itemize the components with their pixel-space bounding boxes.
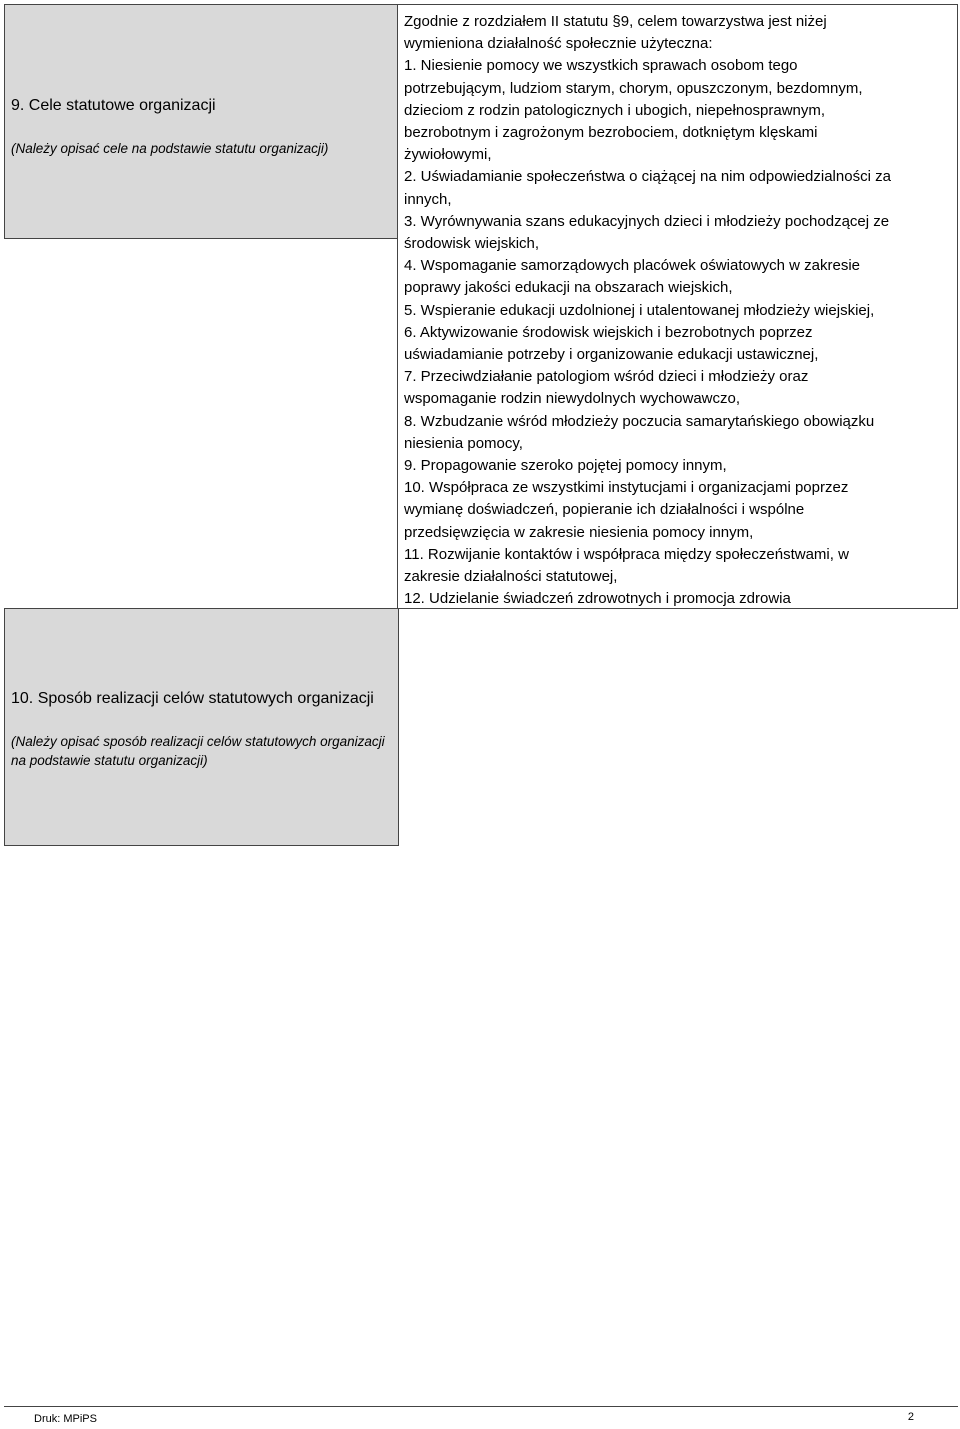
- content-line: innych,: [404, 190, 452, 208]
- section-10-title: 10. Sposób realizacji celów statutowych organizacji: [11, 690, 374, 707]
- content-line: Zgodnie z rozdziałem II statutu §9, celem towarzystwa jest niżej: [404, 13, 827, 30]
- content-line: potrzebującym, ludziom starym, chorym, opuszczonym, bezdomnym,: [404, 79, 863, 97]
- section-9-label-cell: [4, 4, 399, 239]
- content-line: zakresie działalności statutowej,: [404, 568, 618, 586]
- page-number: 2: [907, 1411, 914, 1423]
- content-line: bezrobotnym i zagrożonym bezrobociem, dotkniętym klęskami: [404, 124, 818, 142]
- content-line: 3. Wyrównywania szans edukacyjnych dzieci i młodzieży pochodzącej ze: [404, 212, 890, 230]
- content-line: poprawy jakości edukacji na obszarach wiejskich,: [404, 279, 733, 297]
- content-line: 4. Wspomaganie samorządowych placówek oświatowych w zakresie: [404, 257, 861, 275]
- content-line: wymianę doświadczeń, popieranie ich działalności i wspólne: [404, 501, 805, 519]
- content-line: 5. Wspieranie edukacji uzdolnionej i utalentowanej młodzieży wiejskiej,: [404, 301, 875, 319]
- content-line: 12. Udzielanie świadczeń zdrowotnych i promocja zdrowia: [404, 590, 791, 608]
- print-label: Druk: MPiPS: [34, 1413, 97, 1425]
- content-line: 8. Wzbudzanie wśród młodzieży poczucia samarytańskiego obowiązku: [404, 412, 875, 430]
- content-line: 6. Aktywizowanie środowisk wiejskich i bezrobotnych poprzez: [404, 323, 813, 341]
- content-line: środowisk wiejskich,: [404, 235, 540, 253]
- content-line: żywiołowymi,: [404, 146, 492, 164]
- content-line: niesienia pomocy,: [404, 434, 523, 452]
- section-9-content-field[interactable]: [397, 4, 958, 609]
- content-line: 7. Przeciwdziałanie patologiom wśród dzieci i młodzieży oraz: [404, 368, 809, 386]
- content-line: 10. Współpraca ze wszystkimi instytucjami i organizacjami poprzez: [404, 479, 849, 497]
- page-footer: [4, 1406, 958, 1429]
- section-9-hint: (Należy opisać cele na podstawie statutu organizacji): [11, 141, 329, 156]
- content-line: wymieniona działalność społecznie użyteczna:: [404, 35, 713, 53]
- content-line: 11. Rozwijanie kontaktów i współpraca między społeczeństwami, w: [404, 545, 849, 563]
- content-line: przedsięwzięcia w zakresie niesienia pomocy innym,: [404, 523, 754, 541]
- section-10-hint: (Należy opisać sposób realizacji celów statutowych organizacji na podstawie statutu organizacji): [11, 734, 385, 768]
- content-line: 9. Propagowanie szeroko pojętej pomocy innym,: [404, 457, 727, 475]
- content-line: wspomaganie rodzin niewydolnych wychowawczo,: [404, 390, 740, 408]
- content-line: 1. Niesienie pomocy we wszystkich sprawach osobom tego: [404, 57, 798, 75]
- section-10-label-cell: [4, 608, 399, 846]
- content-line: dzieciom z rodzin patologicznych i ubogich, niepełnosprawnym,: [404, 101, 826, 119]
- section-9-title: 9. Cele statutowe organizacji: [11, 97, 216, 114]
- content-line: uświadamianie potrzeby i organizowanie edukacji ustawicznej,: [404, 346, 819, 364]
- content-line: 2. Uświadamianie społeczeństwa o ciążącej na nim odpowiedzialności za: [404, 168, 891, 186]
